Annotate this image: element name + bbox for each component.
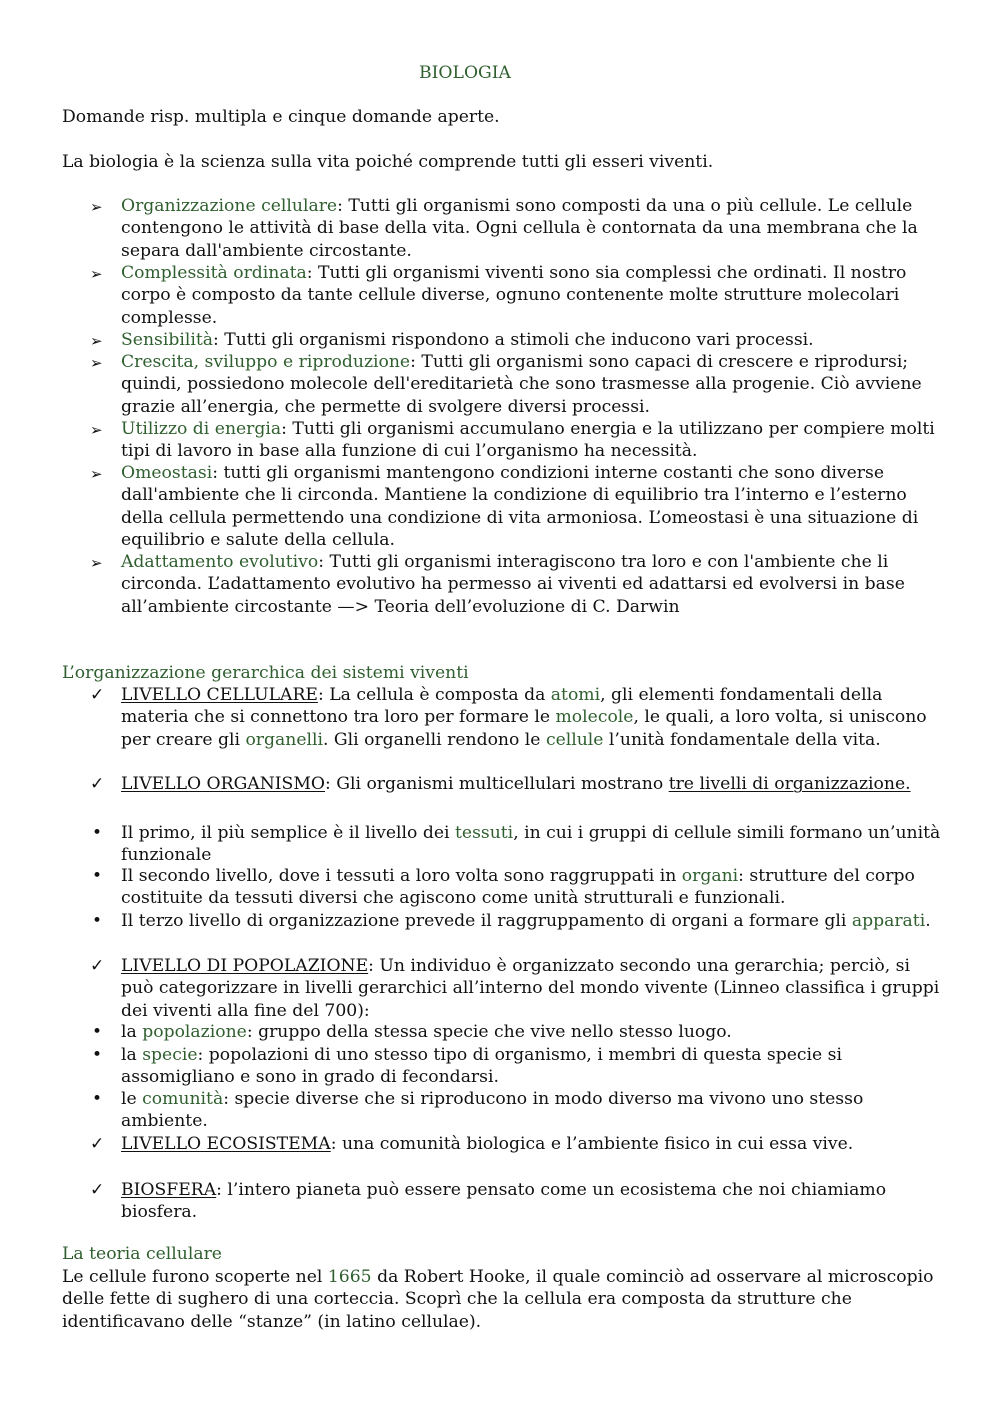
property-item [90, 329, 945, 351]
level-text: , gli elementi fondamentali della materia che si connettono tra loro per formare le [121, 685, 883, 728]
term-organelli: organelli [245, 729, 323, 750]
level-organism [90, 773, 945, 795]
level-biosphere [90, 1179, 945, 1224]
checkmark-icon: ✓ [90, 685, 105, 705]
level-population [90, 955, 945, 1022]
level-ecosystem [90, 1133, 945, 1155]
property-item [90, 351, 945, 418]
organism-level-item [92, 822, 945, 867]
property-term: Sensibilità [121, 330, 213, 350]
item-text: la [121, 1045, 143, 1065]
property-text: : Tutti gli organismi interagiscono tra loro e con l'ambiente che li circonda. L’adattamento evolutivo ha permesso ai viventi ed adattarsi ed evolversi in base all’ambiente circostante —> Teoria dell’evoluzione di C. Darwin [121, 552, 905, 617]
bullet-icon: • [92, 823, 103, 843]
bullet-icon: • [92, 1089, 103, 1109]
property-item [90, 418, 945, 463]
intro-definition: La biologia è la scienza sulla vita poiché comprende tutti gli esseri viventi. [62, 152, 714, 172]
level-text: : una comunità biologica e l’ambiente fisico in cui essa vive. [330, 1134, 854, 1154]
checkmark-icon: ✓ [90, 956, 105, 976]
level-label: LIVELLO ORGANISMO [121, 774, 326, 794]
population-level-item [92, 1088, 945, 1133]
page-title: BIOLOGIA [419, 63, 511, 83]
property-term: Adattamento evolutivo [121, 552, 319, 572]
population-level-item [92, 1044, 945, 1089]
item-text: : popolazioni di uno stesso tipo di organismo, i membri di questa specie si assomigliano e sono in grado di fecondarsi. [121, 1045, 842, 1088]
property-term: Crescita, sviluppo e riproduzione [121, 352, 411, 372]
item-text: , in cui i gruppi di cellule simili formano un’unità funzionale [121, 823, 941, 866]
item-text: : strutture del corpo costituite da tessuti diversi che agiscono come unità strutturali e funzionali. [121, 866, 915, 909]
property-term: Organizzazione cellulare [121, 196, 338, 216]
item-text: la [121, 1022, 143, 1042]
property-term: Complessità ordinata [121, 263, 307, 283]
property-text: : Tutti gli organismi sono capaci di crescere e riprodursi; quindi, possiedono molecole dell'ereditarietà che sono trasmesse alla progenie. Ciò avviene grazie all’energia, che permette di svolgere diversi processi. [121, 352, 922, 417]
property-text: : Tutti gli organismi rispondono a stimoli che inducono vari processi. [212, 330, 814, 350]
bullet-icon: • [92, 866, 103, 886]
item-text: . [925, 911, 931, 931]
level-underlined-note: tre livelli di organizzazione. [668, 774, 911, 794]
paragraph-text: Le cellule furono scoperte nel [62, 1267, 328, 1287]
organism-level-item [92, 910, 945, 932]
term-organi: organi [681, 866, 739, 886]
cell-theory-paragraph [62, 1266, 945, 1333]
property-text: : Tutti gli organismi accumulano energia e la utilizzano per compiere molti tipi di lavoro in base alla funzione di cui l’organismo ha necessità. [121, 419, 935, 462]
arrow-bullet-icon: ➢ [90, 421, 103, 439]
item-text: le [121, 1089, 143, 1109]
section-heading-cell-theory: La teoria cellulare [62, 1244, 222, 1264]
checkmark-icon: ✓ [90, 1180, 105, 1200]
arrow-bullet-icon: ➢ [90, 554, 103, 572]
term-cellule: cellule [545, 729, 604, 750]
term-molecole: molecole [555, 707, 634, 728]
property-text: : Tutti gli organismi viventi sono sia complessi che ordinati. Il nostro corpo è composto da tante cellule diverse, ognuno contenente molte strutture molecolari complesse. [121, 263, 907, 328]
item-text: Il terzo livello di organizzazione prevede il raggruppamento di organi a formare gli [121, 911, 852, 931]
item-text: : specie diverse che si riproducono in modo diverso ma vivono uno stesso ambiente. [121, 1089, 864, 1132]
level-text: : Gli organismi multicellulari mostrano [325, 774, 669, 794]
level-cellular [90, 684, 945, 751]
level-label: LIVELLO DI POPOLAZIONE [121, 956, 369, 976]
property-item [90, 462, 945, 551]
term-popolazione: popolazione [142, 1022, 247, 1042]
property-item [90, 551, 945, 618]
term-comunita: comunità [142, 1089, 224, 1109]
term-specie: specie [142, 1045, 198, 1065]
level-label: LIVELLO CELLULARE [121, 685, 318, 705]
term-apparati: apparati [851, 911, 926, 931]
property-term: Omeostasi [121, 463, 213, 483]
arrow-bullet-icon: ➢ [90, 354, 103, 372]
item-text: Il secondo livello, dove i tessuti a loro volta sono raggruppati in [121, 866, 682, 886]
property-text: : Tutti gli organismi sono composti da una o più cellule. Le cellule contengono le attività di base della vita. Ogni cellula è contornata da una membrana che la separa dall'ambiente circostante. [121, 196, 918, 261]
level-label: LIVELLO ECOSISTEMA [121, 1134, 331, 1154]
bullet-icon: • [92, 911, 103, 931]
level-text: : La cellula è composta da [317, 685, 551, 705]
property-item [90, 262, 945, 329]
arrow-bullet-icon: ➢ [90, 265, 103, 283]
section-heading-hierarchy: L’organizzazione gerarchica dei sistemi viventi [62, 663, 469, 683]
arrow-bullet-icon: ➢ [90, 198, 103, 216]
organism-level-item [92, 865, 945, 910]
paragraph-text: da Robert Hooke, il quale cominciò ad osservare al microscopio delle fette di sughero di una corteccia. Scoprì che la cellula era composta da strutture che identificavano delle “stanze” (in latino cellulae). [62, 1267, 934, 1332]
property-item [90, 195, 945, 262]
bullet-icon: • [92, 1022, 103, 1042]
discovery-year: 1665 [327, 1267, 372, 1287]
property-term: Utilizzo di energia [121, 419, 282, 439]
item-text: Il primo, il più semplice è il livello dei [121, 823, 455, 843]
level-text: . Gli organelli rendono le [322, 729, 546, 750]
level-text: l’unità fondamentale della vita. [603, 729, 881, 750]
bullet-icon: • [92, 1045, 103, 1065]
term-atomi: atomi [550, 685, 601, 705]
level-text: , le quali, a loro volta, si uniscono per creare gli [121, 707, 927, 750]
arrow-bullet-icon: ➢ [90, 332, 103, 350]
level-text: : Un individuo è organizzato secondo una gerarchia; perciò, si può categorizzare in livelli gerarchici all’interno del mondo vivente (Linneo classifica i gruppi dei viventi alla fine del 700): [121, 956, 940, 1021]
level-label: BIOSFERA [121, 1180, 217, 1200]
level-text: : l’intero pianeta può essere pensato come un ecosistema che noi chiamiamo biosfera. [121, 1180, 887, 1223]
checkmark-icon: ✓ [90, 1134, 105, 1154]
checkmark-icon: ✓ [90, 774, 105, 794]
property-text: : tutti gli organismi mantengono condizioni interne costanti che sono diverse dall'ambiente che li circonda. Mantiene la condizione di equilibrio tra l’interno e l’esterno della cellula permettendo una condizione di vita armoniosa. L’omeostasi è una situazione di equilibrio e salute della cellula. [121, 463, 919, 550]
intro-exam-format: Domande risp. multipla e cinque domande aperte. [62, 107, 500, 127]
item-text: : gruppo della stessa specie che vive nello stesso luogo. [246, 1022, 732, 1042]
term-tessuti: tessuti [454, 823, 514, 843]
arrow-bullet-icon: ➢ [90, 465, 103, 483]
population-level-item [92, 1021, 945, 1043]
